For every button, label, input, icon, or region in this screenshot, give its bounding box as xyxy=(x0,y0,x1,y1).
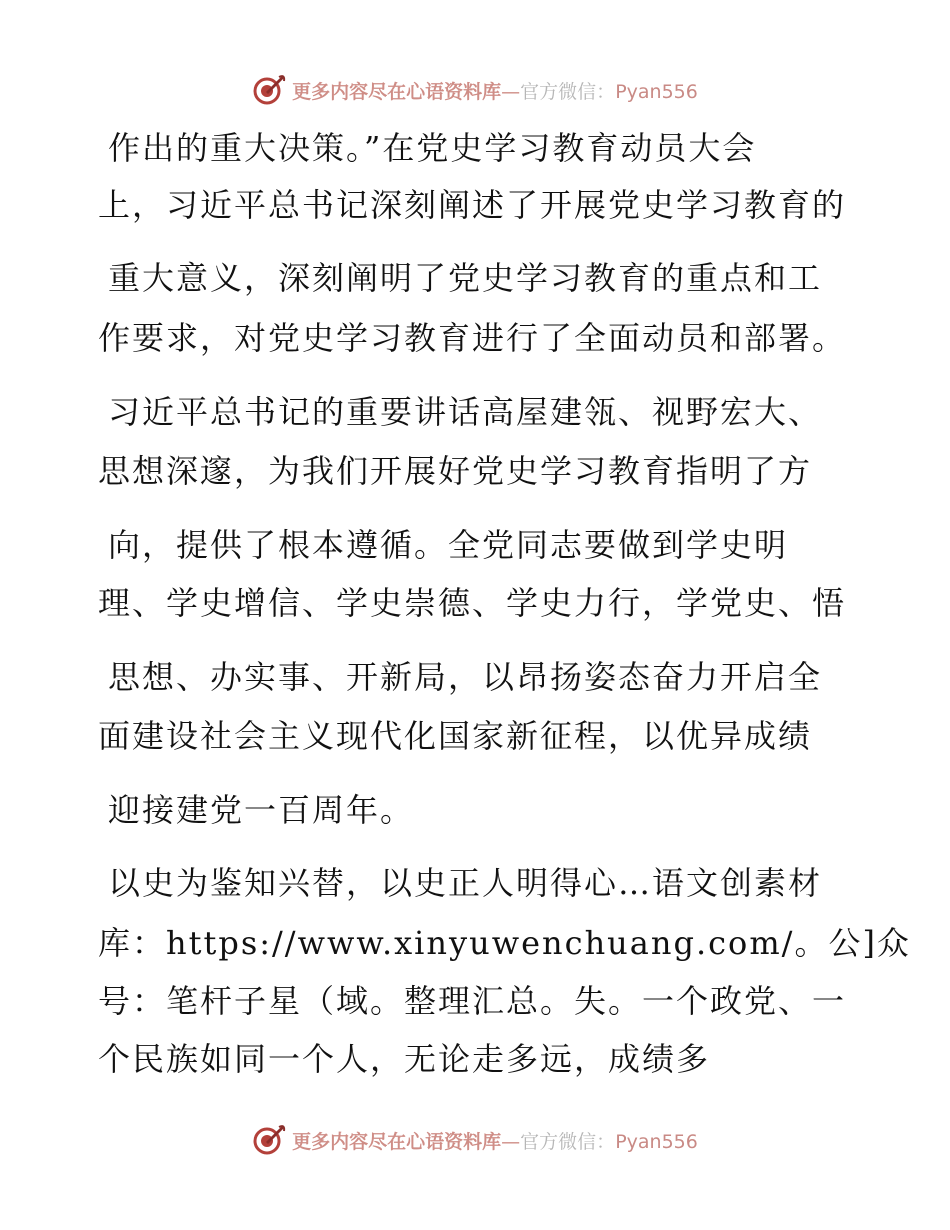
text-line-12: 以史为鉴知兴替，以史正人明得心…语文创素材 xyxy=(108,864,823,902)
header-separator: — xyxy=(501,80,521,103)
quill-seal-icon xyxy=(252,1123,286,1157)
text-line-6: 思想深邃，为我们开展好党史学习教育指明了方 xyxy=(98,452,813,490)
footer-separator: — xyxy=(501,1130,521,1153)
text-line-3: 重大意义，深刻阐明了党史学习教育的重点和工 xyxy=(108,259,823,297)
header-site-text: 更多内容尽在心语资料库 xyxy=(292,80,502,103)
text-line-2: 上，习近平总书记深刻阐述了开展党史学习教育的 xyxy=(98,186,847,224)
text-line-4: 作要求，对党史学习教育进行了全面动员和部署。 xyxy=(98,319,847,357)
footer-banner-text xyxy=(292,1127,698,1154)
text-line-10: 面建设社会主义现代化国家新征程，以优异成绩 xyxy=(98,717,813,755)
footer-banner xyxy=(0,1120,950,1160)
text-line-15: 个民族如同一个人，无论走多远，成绩多 xyxy=(98,1040,711,1078)
text-line-14: 号：笔杆子星（域。整理汇总。失。一个政党、一 xyxy=(98,982,847,1020)
text-line-1: 作出的重大决策。”在党史学习教育动员大会 xyxy=(108,129,757,167)
text-line-5: 习近平总书记的重要讲话高屋建瓴、视野宏大、 xyxy=(108,393,823,431)
text-line-7: 向，提供了根本遵循。全党同志要做到学史明 xyxy=(108,526,789,564)
text-line-11: 迎接建党一百周年。 xyxy=(108,791,415,829)
text-line-13: 库：https://www.xinyuwenchuang.com/。公]众 xyxy=(98,924,911,962)
text-line-8: 理、学史增信、学史崇德、学史力行，学党史、悟 xyxy=(98,584,847,622)
text-line-9: 思想、办实事、开新局，以昂扬姿态奋力开启全 xyxy=(108,658,823,696)
header-wechat-label: 官方微信： xyxy=(520,80,616,103)
footer-wechat-label: 官方微信： xyxy=(520,1130,616,1153)
footer-site-text: 更多内容尽在心语资料库 xyxy=(292,1130,502,1153)
footer-wechat-id: Pyan556 xyxy=(615,1130,698,1153)
header-wechat-id: Pyan556 xyxy=(615,80,698,103)
